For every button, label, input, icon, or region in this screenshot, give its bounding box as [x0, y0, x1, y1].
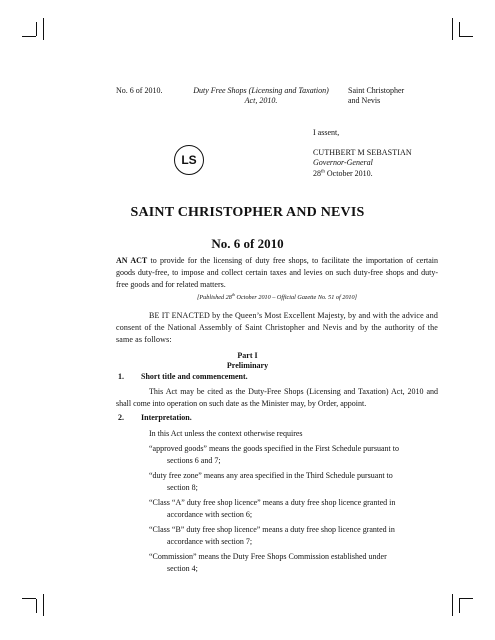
assent-date — [313, 169, 373, 179]
published-post: October 2010 – Official Gazette No. 51 of 2010] — [234, 294, 358, 301]
definition-item — [149, 470, 438, 493]
definition-text: “Class “A” duty free shop licence” means a duty free shop licence granted in — [149, 498, 396, 507]
ls-seal: LS — [174, 145, 204, 175]
definition-text: “Class “B” duty free shop licence” means a duty free shop licence granted in — [149, 525, 395, 534]
definition-continuation: accordance with section 7; — [167, 536, 253, 546]
header-title-line-2: Act, 2010. — [244, 96, 278, 105]
enacting-clause: BE IT ENACTED by the Queen’s Most Excellent Majesty, by and with the advice and consent of the National Assembly of Saint Christopher and Nevis and by the authority of the same as follows: — [116, 311, 438, 344]
assent-text: I assent, — [313, 128, 340, 137]
long-title-lead: AN ACT — [116, 256, 148, 265]
long-title — [116, 255, 438, 291]
section-text: This Act may be cited as the Duty-Free Shops (Licensing and Taxation) Act, 2010 and shall come into operation on such date as the Minister may, by Order, appoint. — [116, 387, 438, 408]
section-heading: Short title and commencement. — [141, 372, 248, 381]
part-title: Preliminary — [226, 361, 269, 370]
governor-role: Governor-General — [313, 158, 373, 167]
header-country-line-2: and Nevis — [348, 96, 381, 105]
definition-item — [149, 524, 438, 547]
definition-text: “Commission” means the Duty Free Shops Commission established under — [149, 552, 387, 561]
published-note — [116, 291, 438, 301]
header-country-line-1: Saint Christopher — [348, 86, 405, 95]
header-act-title — [186, 86, 336, 106]
header-title-line-1: Duty Free Shops (Licensing and Taxation) — [193, 86, 329, 95]
section-text: In this Act unless the context otherwise requires — [149, 429, 303, 438]
published-sup: th — [231, 291, 235, 297]
header-country — [348, 86, 438, 106]
definition-continuation: accordance with section 6; — [167, 509, 253, 519]
part-label: Part I — [237, 351, 258, 360]
definition-text: “approved goods” means the goods specified in the First Schedule pursuant to — [149, 444, 399, 453]
assent-date-rest: October 2010. — [324, 169, 373, 178]
governor-name: CUTHBERT M SEBASTIAN — [313, 148, 412, 157]
long-title-text: to provide for the licensing of duty free shops, to facilitate the importation of certain goods duty-free, to impose and collect certain taxes and levies on such duty-free shops and duty-free goods and for related matters. — [116, 256, 438, 289]
header-act-number: No. 6 of 2010. — [116, 86, 163, 95]
definition-continuation: section 4; — [167, 563, 198, 573]
section-number: 1. — [118, 372, 124, 381]
country-title: SAINT CHRISTOPHER AND NEVIS — [130, 205, 365, 220]
definition-continuation: section 8; — [167, 482, 198, 492]
act-number-title: No. 6 of 2010 — [211, 236, 284, 251]
definition-text: “duty free zone” means any area specified in the Third Schedule pursuant to — [149, 471, 393, 480]
assent-date-suffix: th — [321, 169, 325, 175]
definition-item — [149, 551, 438, 574]
published-pre: [Published 28 — [196, 294, 232, 301]
section-heading: Interpretation. — [141, 413, 192, 422]
governor-general-block — [313, 148, 412, 168]
assent-date-day: 28 — [313, 169, 321, 178]
definition-item — [149, 443, 438, 466]
definition-item — [149, 497, 438, 520]
section-number: 2. — [118, 413, 124, 422]
definition-continuation: sections 6 and 7; — [167, 455, 221, 465]
